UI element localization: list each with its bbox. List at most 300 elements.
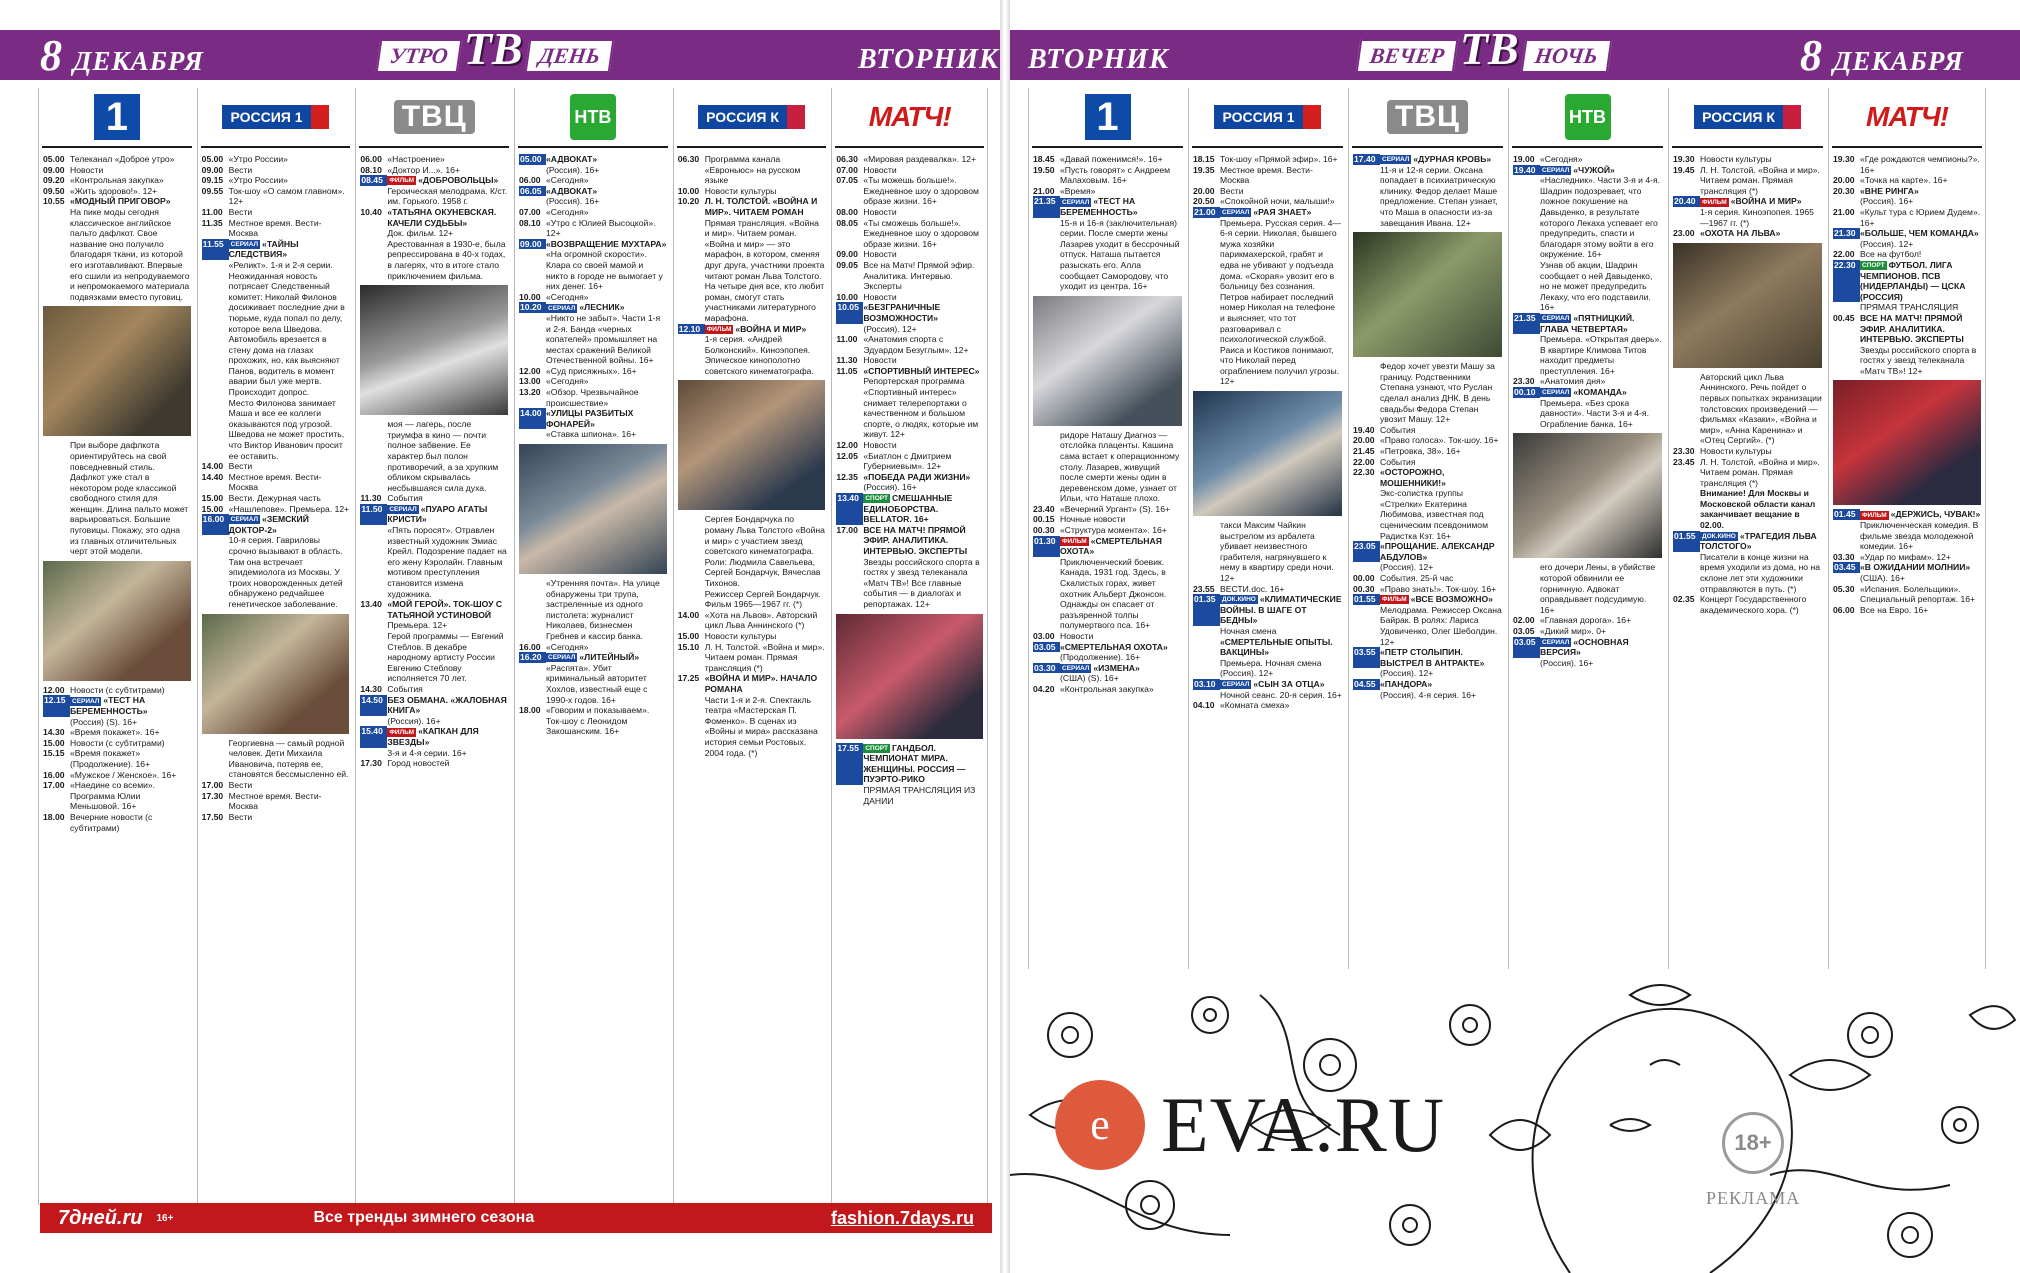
entry-description	[1700, 488, 1822, 530]
program-text: Ток-шоу «О самом главном». 12+	[228, 185, 345, 207]
promo-age-rating: 16+	[156, 1212, 174, 1224]
channel-schedule	[1513, 154, 1662, 969]
entry-description	[1860, 573, 1981, 584]
program-title: «ДОБРОВОЛЬЦЫ»	[418, 175, 499, 186]
entry-time: 03.30	[1833, 551, 1855, 562]
program-text: «Вечерний Ургант» (S). 16+	[1060, 503, 1171, 514]
program-photo	[360, 285, 508, 415]
schedule-entry	[43, 812, 191, 833]
bottom-promo-bar[interactable]	[40, 1203, 992, 1233]
entry-description	[1060, 642, 1182, 653]
entry-time: 22.00	[1353, 456, 1375, 467]
entry-time	[1193, 658, 1220, 679]
entry-description	[546, 578, 667, 642]
channel-name-rossiak: РОССИЯ К	[698, 105, 805, 129]
schedule-entry	[43, 440, 191, 557]
program-text: «Суд присяжных». 16+	[546, 365, 637, 376]
channel-name-rossia1: РОССИЯ 1	[222, 105, 328, 129]
program-photo	[1033, 296, 1182, 426]
entry-time: 11.00	[836, 334, 858, 345]
schedule-entry	[202, 186, 350, 207]
schedule-entry	[1193, 690, 1342, 701]
program-text: «Дикий мир». 0+	[1540, 626, 1606, 636]
schedule-entry	[519, 186, 667, 197]
schedule-entry	[519, 218, 667, 239]
schedule-entry	[1033, 504, 1182, 515]
schedule-entry	[1673, 154, 1822, 165]
entry-time: 12.00	[836, 440, 858, 451]
entry-time: 11.30	[360, 493, 382, 504]
program-text: «Сегодня»	[1540, 154, 1583, 164]
genre-badge: СЕРИАЛ	[1222, 681, 1250, 689]
entry-description	[1380, 457, 1502, 468]
ad-age-rating: 18+	[1722, 1112, 1784, 1174]
entry-description	[1540, 387, 1662, 398]
schedule-entry	[836, 366, 983, 377]
program-text: ВЕСТИ.doc. 16+	[1220, 583, 1285, 594]
entry-time	[1673, 488, 1700, 530]
schedule-entry	[1833, 302, 1981, 313]
genre-badge: ФИЛЬМ	[1702, 198, 1727, 206]
program-title: «ПЕТР СТОЛЫПИН. ВЫСТРЕЛ В АНТРАКТЕ»	[1380, 647, 1485, 668]
schedule-entry	[836, 482, 983, 493]
channel-logo-ch1	[42, 88, 192, 148]
program-text: «Реликт». 1-я и 2-я серии. Неожиданная новость потрясает Следственный комитет: Николай Филонов досиживает последние дни в тюрьме, куда попал по делу, которое вела Шведова.	[228, 259, 345, 334]
entry-description	[387, 228, 508, 239]
program-text: (Россия). 16+	[1540, 657, 1594, 668]
schedule-entry	[202, 154, 350, 165]
entry-description	[1700, 552, 1822, 594]
entry-time: 20.40	[1673, 196, 1700, 207]
entry-time	[519, 196, 546, 207]
program-text: При выборе дафлкота ориентируйтесь на свой повседневный стиль. Дафлкот уже стал в некотором роде классикой свободного стиля для женщин. Длина пальто может варьироваться. Большие пуговицы. Покажу, это одна из главных отличительных черт этой модели.	[70, 440, 189, 557]
schedule-entry	[1833, 249, 1981, 260]
entry-time	[678, 281, 705, 323]
entry-time: 22.00	[1833, 249, 1855, 260]
promo-url-link[interactable]: fashion.7days.ru	[830, 1207, 974, 1228]
schedule-entry	[43, 738, 191, 749]
schedule-entry	[43, 196, 191, 207]
entry-description	[1700, 372, 1822, 446]
entry-description	[1860, 228, 1981, 239]
schedule-entry	[519, 429, 667, 440]
entry-time: 00.10	[1513, 387, 1540, 398]
program-text: (Россия). 12+	[863, 323, 917, 334]
entry-time	[202, 535, 229, 609]
entry-time	[1353, 488, 1380, 541]
entry-time	[1033, 218, 1060, 292]
entry-time: 15.00	[43, 737, 65, 748]
entry-description	[705, 218, 826, 282]
program-text: 11-я и 12-я серии. Оксана попадает в психиатрическую клинику. Федор делает Маше предложение. Степан узнает, что Маша в опасности из-за завещания Ивана. 12+	[1380, 164, 1498, 228]
entry-time: 02.00	[1513, 615, 1535, 626]
entry-time: 12.00	[519, 365, 541, 376]
entry-time: 17.00	[836, 524, 858, 535]
program-title: «ТАЙНЫ СЛЕДСТВИЯ»	[228, 238, 299, 260]
genre-badge: СПОРТ	[865, 495, 889, 503]
entry-time	[360, 186, 387, 207]
entry-description	[1380, 562, 1502, 573]
entry-time	[1673, 207, 1700, 228]
entry-time	[519, 663, 546, 705]
program-text: 3-я и 4-я серии. 16+	[387, 747, 467, 758]
entry-time	[360, 748, 387, 759]
genre-badge: СЕРИАЛ	[548, 654, 576, 662]
program-text: События	[1380, 456, 1416, 467]
schedule-entry	[202, 398, 350, 462]
entry-description	[229, 207, 350, 218]
schedule-entry	[1673, 594, 1822, 615]
program-photo	[1193, 391, 1342, 516]
entry-time	[1033, 430, 1060, 504]
schedule-entry	[519, 652, 667, 663]
entry-time: 04.10	[1193, 700, 1215, 711]
program-text: (США). 16+	[1860, 573, 1905, 584]
schedule-entry	[360, 748, 508, 759]
schedule-entry	[1833, 196, 1981, 207]
program-text: (Россия). 16+	[546, 164, 600, 175]
program-photo	[1673, 243, 1822, 368]
program-photo	[519, 444, 667, 574]
channel-name-match: МАТЧ!	[868, 101, 951, 132]
program-text: Экс-солистка группы «Стрелки» Екатерина Любимова, известная под сценическим псевдонимом Радистка Кэт. 16+	[1380, 488, 1488, 541]
schedule-entry	[1513, 626, 1662, 637]
entry-time	[1673, 372, 1700, 446]
schedule-entry	[1513, 165, 1662, 176]
channel-name-ntv: НТВ	[570, 94, 616, 140]
entry-description	[229, 514, 350, 535]
entry-description	[1220, 165, 1342, 186]
entry-time: 05.00	[519, 154, 546, 165]
entry-description	[1700, 594, 1822, 615]
program-text: События	[1380, 424, 1416, 435]
entry-description	[546, 239, 667, 250]
entry-description	[1540, 260, 1662, 313]
entry-description	[387, 716, 508, 727]
genre-badge: ДОК.КИНО	[1702, 532, 1736, 540]
schedule-entry	[1833, 207, 1981, 228]
program-title: «ПРОЩАНИЕ. АЛЕКСАНДР АБДУЛОВ»	[1380, 541, 1495, 562]
entry-time: 21.00	[1833, 206, 1855, 217]
program-text: Город новостей	[387, 758, 450, 769]
entry-time: 13.40	[360, 599, 382, 610]
program-title: «ДУРНАЯ КРОВЬ»	[1413, 154, 1492, 164]
genre-badge: СЕРИАЛ	[1222, 209, 1250, 217]
entry-description	[863, 249, 983, 260]
schedule-entry	[202, 791, 350, 812]
entry-description	[387, 758, 508, 769]
schedule-entry	[1193, 679, 1342, 690]
schedule-entry	[1833, 562, 1981, 573]
entry-description	[1060, 154, 1182, 165]
program-text: «Утро России»	[228, 175, 288, 186]
program-text: (Россия). 16+	[863, 482, 917, 493]
program-text: Части 1-я и 2-я. Спектакль театра «Мастерская П. Фоменко». В сценах из «Войны и мира» рассказана история семьи Ростовых. 2004 года. (*)	[704, 694, 818, 758]
program-text: Георгиевна — самый родной человек. Дети Михаила Ивановича, потеряв ее, становятся бессмысленно ей.	[228, 737, 349, 780]
program-title: СМЕШАННЫЕ ЕДИНОБОРСТВА. BELLATOR. 16+	[863, 493, 953, 525]
entry-time	[1353, 690, 1380, 701]
schedule-entry	[519, 239, 667, 250]
entry-time: 10.00	[519, 291, 541, 302]
entry-description	[1060, 186, 1182, 197]
schedule-entry	[360, 228, 508, 239]
entry-time	[202, 738, 229, 780]
entry-time	[360, 239, 387, 281]
program-text: Все на Матч! Прямой эфир. Аналитика. Интервью. Эксперты	[863, 259, 975, 292]
schedule-entry	[360, 419, 508, 493]
channel-schedule	[1673, 154, 1822, 969]
entry-time: 09.00	[519, 239, 546, 250]
schedule-entry	[1033, 557, 1182, 631]
entry-description	[1060, 525, 1182, 536]
entry-description	[863, 165, 983, 176]
entry-time: 06.00	[360, 154, 382, 164]
entry-description	[70, 165, 191, 176]
program-text: ридоре Наташу Диагноз — отслойка плаценты. Кашина сама встает к операционному столу. Лазарев, живущий после смерти жены один в деревенском доме, узнает от Ильи, что Наташе плохо.	[1060, 429, 1180, 504]
schedule-entry	[1673, 446, 1822, 457]
entry-time	[360, 525, 387, 599]
program-text: Вести. Дежурная часть	[228, 493, 321, 503]
entry-time	[1353, 668, 1380, 679]
schedule-entry	[43, 186, 191, 197]
right-date-number: 8	[1800, 31, 1822, 80]
program-title: «ЗЕМСКИЙ ДОКТОР-2»	[228, 514, 309, 535]
schedule-entry	[1033, 154, 1182, 165]
entry-description	[1540, 398, 1662, 430]
entry-description	[546, 705, 667, 737]
program-text: «Сегодня»	[546, 376, 589, 387]
program-text: Федор хочет увезти Машу за границу. Родственники Степана узнают, что Руслан сделал анализ ДНК. В день свадьбы Федора Степан увозит Машу. 12+	[1380, 361, 1495, 425]
entry-time	[360, 716, 387, 727]
schedule-entry	[678, 695, 826, 759]
entry-description	[1060, 684, 1182, 695]
entry-description	[546, 376, 667, 387]
entry-time: 20.30	[1833, 185, 1855, 196]
program-text: Ночные новости	[1060, 514, 1126, 525]
program-text: (Россия). 16+	[1860, 196, 1914, 207]
schedule-entry	[1193, 637, 1342, 658]
channel-schedule	[1353, 154, 1502, 969]
entry-time	[43, 207, 70, 302]
program-text: Место Филонова занимает Маша и все ее коллеги оказываются под угрозой. Шведова не может простить, что Виктор Иванович просит ее оставить.	[228, 397, 345, 461]
entry-description	[70, 727, 191, 738]
schedule-entry	[678, 196, 826, 217]
program-text: Все на футбол!	[1860, 249, 1922, 260]
entry-description	[1060, 504, 1182, 515]
entry-time: 11.35	[201, 217, 223, 228]
schedule-entry	[1513, 154, 1662, 165]
program-photo	[1513, 433, 1662, 558]
schedule-entry	[1033, 652, 1182, 663]
program-text: ero дочери Лены, в убийстве которой обвинили ее горничную. Адвокат оправдывает подсудимую. 16+	[1540, 562, 1656, 615]
program-text: «Давай поженимся!». 16+	[1060, 154, 1163, 164]
schedule-entry	[360, 631, 508, 684]
entry-description	[863, 218, 983, 250]
program-photo	[678, 380, 826, 510]
schedule-entry	[678, 218, 826, 282]
entry-description	[1220, 584, 1342, 595]
entry-time	[836, 376, 863, 440]
entry-description	[1220, 679, 1342, 690]
schedule-entry	[1833, 186, 1981, 197]
program-title: «ИЗМЕНА»	[1093, 662, 1140, 673]
entry-time: 00.45	[1833, 312, 1855, 323]
entry-description	[1060, 514, 1182, 525]
entry-time: 07.05	[836, 175, 858, 186]
genre-badge: СЕРИАЛ	[548, 304, 576, 312]
program-text: «Культ тура с Юрием Дудем». 16+	[1860, 206, 1981, 228]
schedule-entry	[1833, 584, 1981, 605]
schedule-entry	[43, 748, 191, 769]
program-title: ВСЕ НА МАТЧ! ПРЯМОЙ ЭФИР. АНАЛИТИКА. ИНТЕРВЬЮ. ЭКСПЕРТЫ	[863, 524, 968, 556]
schedule-entry	[1033, 536, 1182, 557]
entry-time: 20.00	[1833, 175, 1855, 186]
entry-time: 17.30	[201, 790, 224, 801]
entry-description	[705, 610, 826, 631]
entry-time: 18.00	[43, 811, 65, 822]
schedule-entry	[519, 207, 667, 218]
channel-schedule	[1833, 154, 1981, 969]
program-text: «Контрольная закупка»	[1060, 683, 1154, 694]
program-text: Местное время. Вести-Москва	[228, 471, 322, 493]
entry-time	[1833, 520, 1860, 552]
channel-column-ntv	[1508, 88, 1666, 969]
entry-description	[1860, 302, 1981, 313]
entry-time: 06.30	[836, 154, 858, 164]
schedule-entry	[836, 292, 983, 303]
entry-description	[1860, 154, 1981, 175]
entry-time	[836, 482, 863, 493]
entry-description	[1860, 313, 1981, 345]
schedule-entry	[43, 780, 191, 812]
program-title: «КАПКАН ДЛЯ ЗВЕЗДЫ»	[387, 726, 479, 747]
program-text: «Ты сможешь больше!». Ежедневное шоу о здоровом образе жизни. 16+	[863, 217, 979, 249]
schedule-entry	[1193, 207, 1342, 218]
entry-description	[863, 440, 983, 451]
program-text: такси Максим Чайкин выстрелом из арбалета убивает неизвестного грабителя, нагрянувшего к нему в квартиру среди ночи. 12+	[1220, 520, 1334, 584]
entry-description	[705, 589, 826, 610]
entry-description	[1220, 594, 1342, 626]
entry-time	[519, 313, 546, 366]
schedule-entry	[1193, 292, 1342, 387]
entry-description	[387, 419, 508, 493]
left-date-number: 8	[40, 31, 62, 80]
program-text: Новости	[863, 164, 897, 175]
entry-time	[678, 514, 705, 588]
entry-time: 23.30	[1673, 445, 1695, 456]
program-title: «АДВОКАТ»	[546, 185, 598, 196]
genre-badge: ДОК.КИНО	[1222, 596, 1256, 604]
entry-time: 16.20	[519, 652, 546, 663]
entry-time: 09.50	[43, 185, 65, 196]
program-title: «ПУАРО АГАТЫ КРИСТИ»	[387, 503, 488, 525]
schedule-entry	[360, 726, 508, 747]
program-text: Новости	[70, 164, 104, 175]
entry-description	[1060, 652, 1182, 663]
entry-description	[1860, 552, 1981, 563]
entry-time	[836, 785, 863, 806]
entry-description	[546, 313, 667, 366]
logo-word-night: НОЧЬ	[1520, 39, 1611, 73]
schedule-entry	[360, 684, 508, 695]
entry-description	[1540, 626, 1662, 637]
entry-time	[1353, 562, 1380, 573]
entry-description	[705, 324, 826, 335]
entry-description	[705, 334, 826, 376]
entry-time: 06.00	[519, 175, 541, 186]
entry-time: 14.30	[43, 727, 65, 738]
program-title: «СЫН ЗА ОТЦА»	[1253, 678, 1325, 689]
entry-description	[1540, 165, 1662, 176]
entry-description	[546, 218, 667, 239]
schedule-entry	[1193, 584, 1342, 595]
entry-time: 12.00	[43, 684, 65, 695]
channel-name-tvc: ТВЦ	[1387, 100, 1468, 134]
entry-time: 17.00	[201, 779, 224, 790]
program-title: «ПАНДОРА»	[1380, 678, 1433, 689]
entry-time: 02.35	[1673, 594, 1695, 605]
entry-time: 23.05	[1353, 541, 1380, 562]
program-text: Премьера. Русская серия. 4—6-я серии. Николая, бывшего мужа хозяйки парикмахерской, грабят и едва не убивают у подъезда дома. «Скорая» увозит его в больницу без сознания.	[1220, 217, 1341, 292]
entry-time	[836, 324, 863, 335]
program-text: События. 25-й час	[1380, 573, 1454, 584]
genre-badge: СЕРИАЛ	[1542, 166, 1570, 174]
schedule-entry	[1353, 647, 1502, 668]
entry-time: 22.30	[1353, 467, 1375, 478]
program-text: «Контрольная закупка»	[70, 175, 164, 186]
eva-logo[interactable]	[1055, 1080, 1445, 1170]
schedule-entry	[1833, 509, 1981, 520]
entry-description	[229, 398, 350, 462]
genre-badge: СПОРТ	[1862, 262, 1885, 270]
schedule-entry	[519, 376, 667, 387]
entry-time: 20.50	[1193, 196, 1215, 207]
schedule-entry	[1833, 605, 1981, 616]
entry-time: 17.30	[360, 758, 382, 769]
program-title: «ОСНОВНАЯ ВЕРСИЯ»	[1540, 636, 1629, 658]
schedule-entry	[1833, 228, 1981, 239]
entry-description	[229, 239, 350, 260]
entry-description	[1380, 690, 1502, 701]
entry-description	[70, 812, 191, 833]
entry-time	[1513, 260, 1540, 313]
entry-description	[863, 292, 983, 303]
schedule-entry	[1513, 260, 1662, 313]
schedule-entry	[1353, 541, 1502, 562]
schedule-entry	[836, 324, 983, 335]
schedule-entry	[202, 738, 350, 780]
program-title: ВСЕ НА МАТЧ! ПРЯМОЙ ЭФИР. АНАЛИТИКА. ИНТЕРВЬЮ. ЭКСПЕРТЫ	[1860, 312, 1964, 345]
entry-description	[705, 514, 826, 588]
entry-time: 11.00	[201, 206, 223, 217]
schedule-entry	[43, 717, 191, 728]
entry-time: 00.15	[1033, 514, 1055, 525]
program-text: Док. фильм. 12+	[387, 228, 454, 239]
entry-time: 18.45	[1033, 154, 1055, 164]
program-text: Новости культуры	[704, 185, 777, 196]
entry-description	[229, 812, 350, 823]
entry-description	[546, 642, 667, 653]
entry-description	[863, 472, 983, 483]
program-text: (Россия). 16+	[546, 196, 600, 207]
entry-time: 09.00	[836, 249, 858, 260]
entry-description	[546, 175, 667, 186]
program-title: «ВОЙНА И МИР». НАЧАЛО РОМАНА	[704, 673, 818, 694]
genre-badge: ФИЛЬМ	[1062, 537, 1087, 545]
entry-description	[1060, 557, 1182, 631]
left-date	[40, 32, 204, 85]
schedule-entry	[1353, 668, 1502, 679]
